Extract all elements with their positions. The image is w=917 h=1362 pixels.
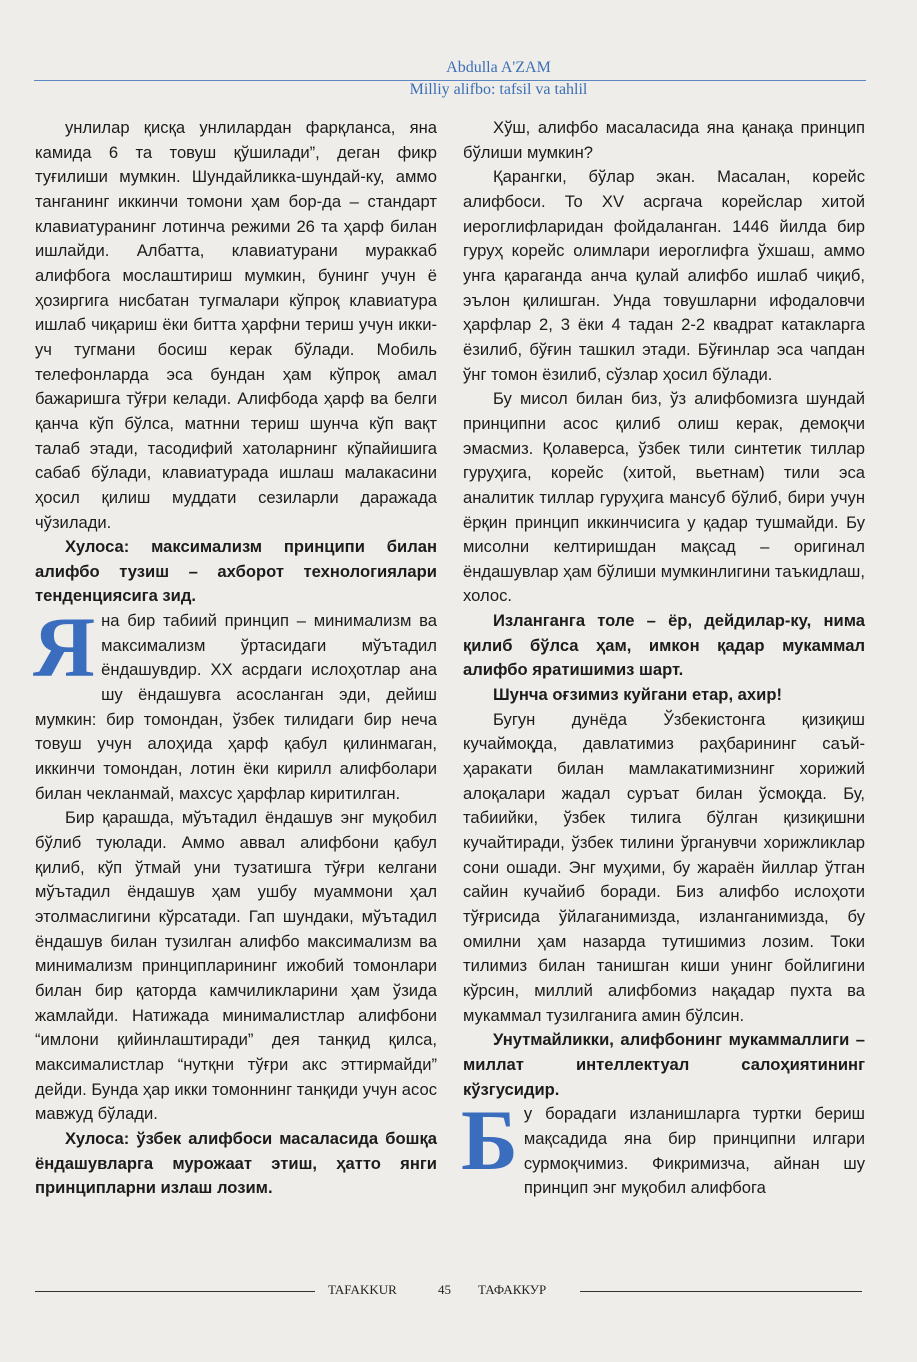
footer-left-label: TAFAKKUR [328,1282,397,1297]
header-rule [34,80,866,81]
dropcap-letter: Б [461,1092,518,1189]
paragraph: Бугун дунёда Ўзбекистонга қизиқиш кучаймоқда, давлатимиз раҳбарининг саъй-ҳаракати билан мамлакатимизнинг хорижий алоқалари жадал суръат билан ўсмоқда. Бу, табиийки, ўзбек тилига бўлган қизиқишни кучайтиради, ўзбек тилини ўрганувчи хорижликлар сони ошади. Энг муҳими, бу жараён йиллар ўтган сайин кучайиб боради. Биз алифбо ислоҳоти тўғрисида ўйлаганимизда, изланганимизда, бу омилни ҳам назарда тутишимиз лозим. Токи тилимиз билан танишган киши унинг бойлигини кўрсин, миллий алифбомиз нақадар пухта ва мукаммал тузилганига амин бўлсин. [463,709,865,1025]
footer-rule-left [35,1291,315,1292]
paragraph: Хўш, алифбо масаласида яна қанақа принцип бўлиши мумкин? [463,118,865,162]
page-footer [0,1281,917,1301]
footer-right-label: ТАФАККУР [478,1282,547,1297]
paragraph-text: у борадаги изланишларга туртки бериш мақсадида яна бир принципни илгари сурмоқчимиз. Фикримизча, айнан шу принцип энг муқобил алифбога [523,1104,865,1198]
dropcap-letter: Я [33,599,96,696]
paragraph: Бу мисол билан биз, ўз алифбомизга шундай принципни асос қилиб олиш керак, демоқчи эмасмиз. Қолаверса, ўзбек тили синтетик тиллар гуруҳига, корейс (хитой, вьетнам) тили эса аналитик тиллар гуруҳига мансуб бўлиб, бири учун ёрқин принцип иккинчисига у қадар тушмайди. Бу мисолни келтиришдан мақсад – оригинал ёндашувлар ҳам бўлиши мумкинлигини таъкидлаш, холос. [463,389,865,606]
dropcap-paragraph [33,599,437,806]
footer-rule-right [580,1291,862,1292]
bold-statement: Изланганга толе – ёр, дейдилар-ку, нима қилиб бўлса ҳам, имкон қадар мукаммал алифбо яратишимиз шарт. [463,611,865,680]
conclusion-text: Хулоса: максимализм принципи билан алифбо тузиш – ахборот технологиялари тенденциясига зид. [35,537,437,606]
page-number: 45 [438,1282,451,1297]
header-author: Abdulla A'ZAM [446,59,551,76]
paragraph: Бир қарашда, мўътадил ёндашув энг муқобил бўлиб туюлади. Аммо аввал алифбони қабул қилиб, кўп ўтмай уни тузатишга тўғри келгани мўътадил ёндашув ҳам ушбу муаммони ҳал этолмаслигини кўрсатади. Гап шундаки, мўътадил ёндашув билан тузилган алифбо максимализм ва минимализм принципларининг ижобий томонлари билан бир қаторда камчиликларини ҳам ўзида жамлайди. Натижада минималистлар алифбони “имлони қийинлаштиради” дея танқид қилса, максималистлар “нутқни тўғри акс эттирмайди” дейди. Бунда ҳар икки томоннинг танқиди учун асос мавжуд бўлади. [35,808,437,1124]
dropcap-paragraph [461,1092,865,1201]
bold-statement: Унутмайликки, алифбонинг мукаммаллиги – миллат интеллектуал салоҳиятининг кўзгусидир. [463,1030,865,1099]
bold-statement: Шунча оғзимиз куйгани етар, ахир! [493,685,782,705]
paragraph-text: на бир табиий принцип – минимализм ва максимализм ўртасидаги мўътадил ёндашувдир. XX асрдаги ислоҳотлар ана шу ёндашувга асосланган эди, дейиш мумкин: бир томондан, ўзбек тилидаги бир неча товуш учун алоҳида ҳарф қабул қилинмаган, иккинчи томондан, лотин ёки кирилл алифболари билан чекланмай, махсус ҳарфлар киритилган. [35,611,437,803]
page-header [0,58,917,100]
paragraph: Қарангки, бўлар экан. Масалан, корейс алифбоси. То XV асргача корейслар хитой иероглифларидан фойдаланган. 1446 йилда бир гуруҳ корейс олимлари иероглифга ўхшаш, аммо унга қараганда анча қулай алифбо ишлаб чиқиб, эълон қилишган. Унда товушларни ифодаловчи ҳарфлар 2, 3 ёки 4 тадан 2-2 квадрат катакларга ёзилиб, бўғин ташкил этади. Бўғинлар эса чапдан ўнг томон ёзилиб, сўзлар ҳосил бўлади. [463,167,865,384]
left-column [35,116,437,1201]
header-subtitle: Milliy alifbo: tafsil va tahlil [409,81,588,98]
right-column [463,116,865,1201]
conclusion-text: Хулоса: ўзбек алифбоси масаласида бошқа ёндашувларга мурожаат этиш, ҳатто янги принципларни излаш лозим. [35,1128,437,1198]
paragraph: унлилар қисқа унлилардан фарқланса, яна камида 6 та товуш қўшилади”, деган фикр туғилиши мумкин. Шундайликка-шундай-ку, аммо танганинг иккинчи томони ҳам бор-да – стандарт клавиатуранинг лотинча режими 26 та ҳарф билан ишлайди. Албатта, клавиатурани мураккаб алифбога мослаштириш мумкин, бунинг учун ё ҳозиргига нисбатан тугмалари кўпроқ клавиатура ишлаб чиқариш ёки битта ҳарфни териш учун икки-уч тугмани босиш керак бўлади. Мобиль телефонларда эса бундан ҳам кўпроқ амал бажаришга тўғри келади. Алифбода ҳарф ва белги қанча кўп бўлса, матнни териш шунча кўп вақт талаб этади, тасодифий хатоларнинг кўпайишига сабаб бўлади, клавиатурада ишлаш малакасини ҳосил қилиш муддати сезиларли даражада чўзилади. [35,118,437,532]
